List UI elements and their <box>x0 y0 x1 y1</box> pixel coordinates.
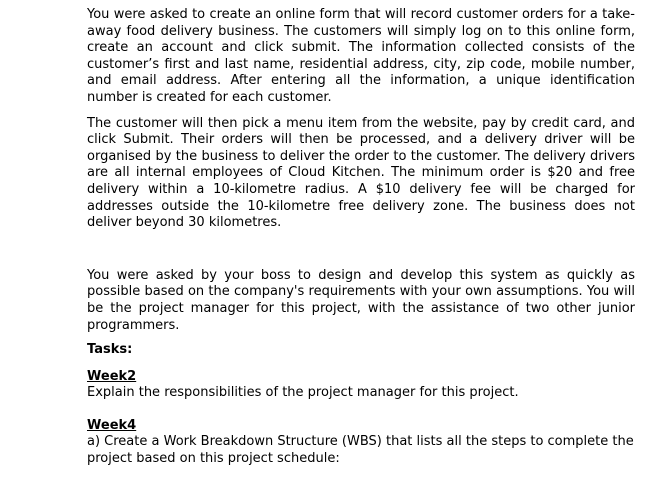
week4-heading: Week4 <box>87 417 137 433</box>
tasks-heading: Tasks: <box>87 342 133 358</box>
week2-heading: Week2 <box>87 368 137 384</box>
document-body <box>87 7 635 468</box>
week2-task-text: Explain the responsibilities of the project manager for this project. <box>87 385 519 401</box>
paragraph-ordering-process: The customer will then pick a menu item from the website, pay by credit card, and click Submit. Their orders will then be processed, and a delivery driver will be organised by the business to deliver the order to the customer. The delivery drivers are all internal employees of Cloud Kitchen. The minimum order is $20 and free delivery within a 10-kilometre radius. A $10 delivery fee will be charged for addresses outside the 10-kilometre free delivery zone. The business does not deliver beyond 30 kilometres. <box>87 115 635 231</box>
paragraph-online-form: You were asked to create an online form that will record customer orders for a take-away food delivery business. The customers will simply log on to this online form, create an account and click submit. The information collected consists of the customer’s first and last name, residential address, city, zip code, mobile number, and email address. After entering all the information, a unique identification number is created for each customer. <box>87 7 635 105</box>
week4-task-text: a) Create a Work Breakdown Structure (WBS) that lists all the steps to complete the project based on this project schedule: <box>87 434 634 467</box>
paragraph-project-brief: You were asked by your boss to design and develop this system as quickly as possible based on the company's requirements with your own assumptions. You will be the project manager for this project, with the assistance of two other junior programmers. <box>87 267 635 333</box>
